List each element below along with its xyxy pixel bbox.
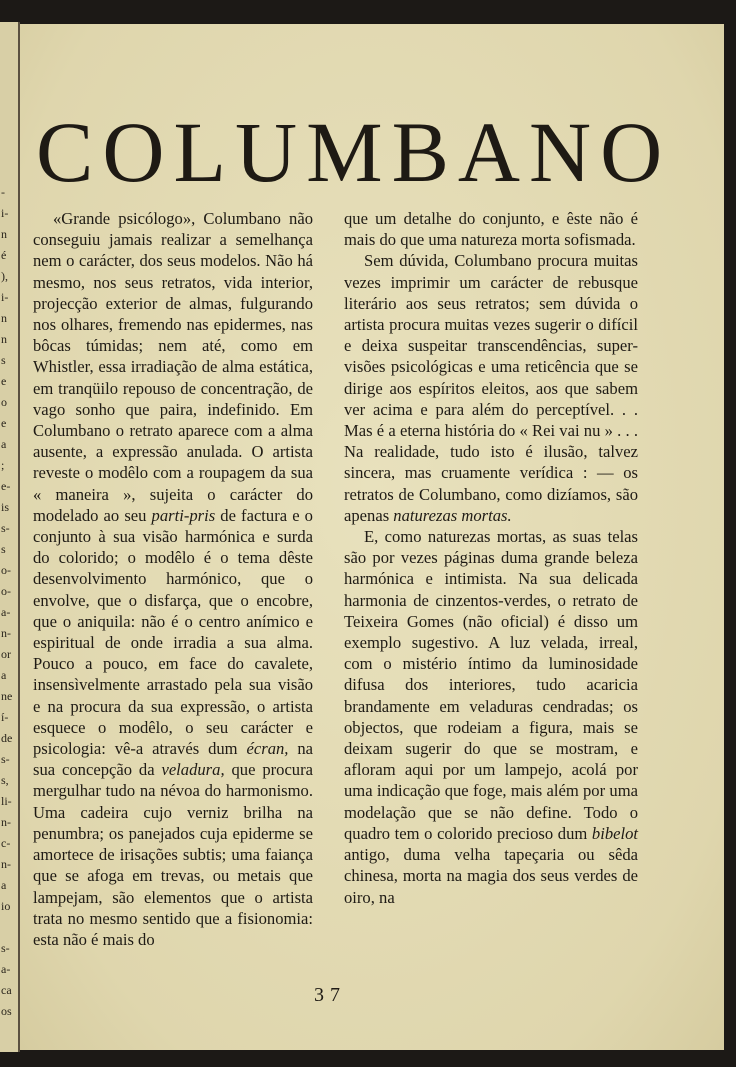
previous-page-text-fragments: - i- n é ), i- n n s e o e a ; e- is s- s o- o- a- n- or a ne í- de s- s, li- n- c- n- a io s- a- ca os [1,185,13,1018]
text-run: de factura e o conjunto à sua visão harmónica e surda do colorido; o modêlo é o tema dêste desenvolvimento harmónico, que o envolve, que o disfarça, que o encobre, que o aniquila: não é o centro anímico e espiritual de onde irradia a sua alma. Pouco a pouco, em face do cavalete, insensìvelmente arrastado pela sua visão e na procura da sua expressão, o artista esquece o modêlo, o seu carácter e psicologia: vê-a através dum [33,505,313,759]
italic-text: veladura, [161,760,225,780]
previous-page-edge [0,22,20,1052]
right-column [344,208,638,908]
paragraph [344,250,638,526]
page-number: 37 [314,984,346,1006]
italic-text: naturezas mortas. [393,505,512,525]
italic-text: parti-pris [151,505,216,525]
text-run: que procura mergulhar tudo na névoa do harmonismo. Uma cadeira cujo verniz brilha na penumbra; os panejados cuja epiderme se amortece de irisações subtis; uma faiança que se afoga em trevas, ou metais que lampejam, são elementos que o artista trata no mesmo sentido que a fisionomia: esta não é mais do [33,760,313,949]
italic-text: écran, [246,739,289,759]
text-run: antigo, duma velha tapeçaria ou sêda chinesa, morta na magia dos seus verdes de oiro, na [344,845,638,907]
text-run: E, como naturezas mortas, as suas telas são por vezes páginas duma grande beleza harmónica e intimista. Na sua delicada harmonia de cinzentos-verdes, o retrato de Teixeira Gomes (não oficial) é disso um exemplo sugestivo. A luz velada, irreal, com o mistério íntimo da luminosidade difusa dos interiores, tudo acaricia brandamente em veladuras cendradas; os objectos, que rodeiam a figura, mais se deixam sugerir do que se mostram, e afloram aqui por um lampejo, acolá por uma indicação que foge, mais além por uma modelação que se não define. Todo o quadro tem o colorido precioso dum [344,527,638,843]
paragraph [33,208,313,950]
text-run: «Grande psicólogo», Columbano não conseguiu jamais realizar a semelhança nem o carácter, dos seus modelos. Não há mesmo, nos seus retratos, vida interior, projecção exterior de almas, fulgurando nos olhares, fremendo nas epidermes, nas bôcas túmidas; nem até, como em Whistler, essa irradiação de alma estática, em tranqüilo repouso de concentração, de vago sonho que paira, indefinido. Em Columbano o retrato aparece com a alma ausente, a expressão anulada. O artista reveste o modêlo com a roupagem da sua « maneira », sujeita o carácter do modelado ao seu [33,209,313,525]
text-run: na sua concepção da [33,739,314,780]
paragraph: que um detalhe do conjunto, e êste não é mais do que uma natureza morta sofismada. [344,209,638,250]
text-run: Sem dúvida, Columbano procura muitas vezes imprimir um carácter de rebusque literário aos seus retratos; sem dúvida o artista procura muitas vezes sugerir o difícil e deixa suspeitar transcendências, super-visões psicológicas e uma reticência que se dirige aos espíritos eleitos, aos que sabem ver acima e para além do perceptível. . . Mas é a eterna história do « Rei vai nu » . . . Na realidade, tudo isto é ilusão, talvez sincera, mas cruamente verídica : — os retratos de Columbano, como dizíamos, são apenas [344,251,638,525]
left-column [33,208,313,950]
italic-text: bibelot [591,823,638,843]
book-page [20,24,724,1050]
article-title: COLUMBANO [36,104,672,200]
paragraph [344,526,638,908]
